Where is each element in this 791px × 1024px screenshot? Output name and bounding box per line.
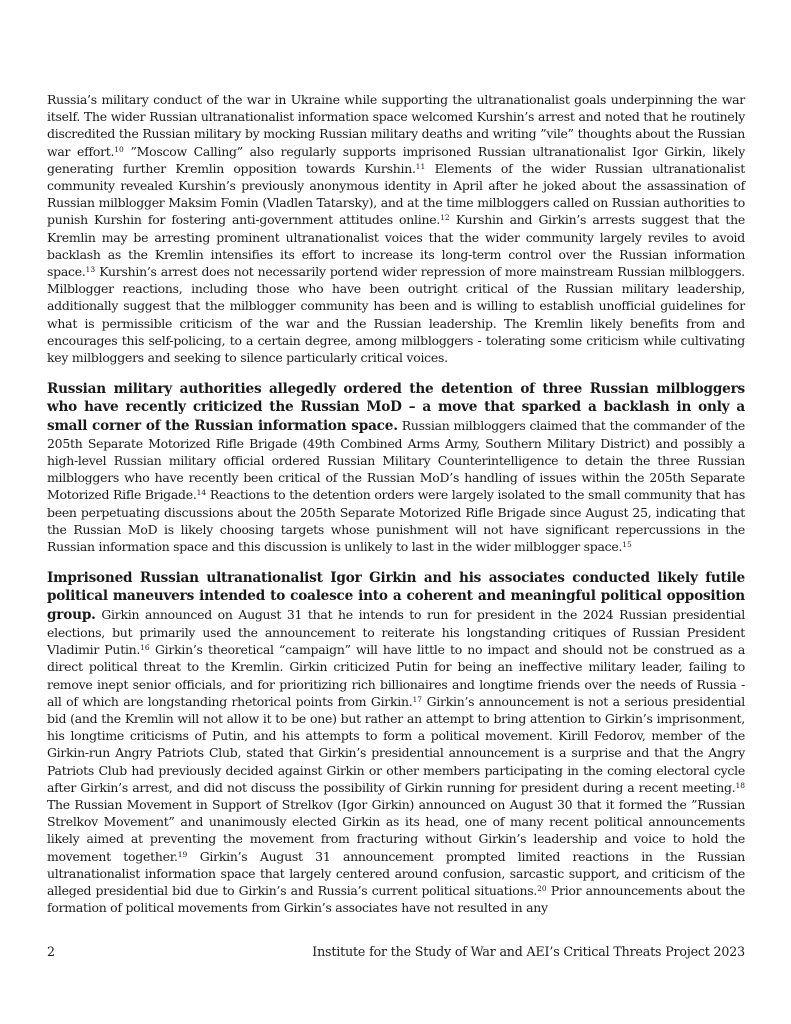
paragraph-text: Russia’s military conduct of the war in Ukraine while supporting the ultranationalist goals underpinning the war itself. The wider Russian ultranationalist information space welcomed Kurshin’s arrest and noted that he routinely discredited the Russian military by mocking Russian military deaths and writing ”vile” thoughts about the Russian war effort. xyxy=(47,92,745,159)
paragraph-text: Russian milbloggers claimed that the commander of the 205th Separate Motorized Rifle Brigade (49th Combined Arms Army, Southern Military District) and possibly a high-level Russian military official ordered Russian Military Counterintelligence to detain the three Russian milbloggers who have recently been critical of the Russian MoD’s handling of issues within the 205th Separate Motorized Rifle Brigade. xyxy=(47,417,745,503)
paragraph-milblogger-detentions xyxy=(47,380,745,555)
footnote-marker: 14 xyxy=(196,488,207,498)
paragraph-text: Girkin’s theoretical “campaign” will have little to no impact and should not be construed as a direct political threat to the Kremlin. Girkin criticized Putin for being an ineffective military leader, failing to remove inept senior officials, and for prioritizing rich billionaires and longtime friends over the needs of Russia - all of which are longstanding rhetorical points from Girkin. xyxy=(47,642,746,709)
paragraph-text: Kurshin’s arrest does not necessarily portend wider repression of more mainstream Russian milbloggers. Milblogger reactions, including those who have been outright critical of the Russian military leadership, additionally suggest that the milblogger community has been and is willing to establish unofficial guidelines for what is permissible criticism of the war and the Russian leadership. The Kremlin likely benefits from and encourages this self-policing, to a certain degree, among milbloggers - tolerating some criticism while cultivating key milbloggers and seeking to silence particularly critical voices. xyxy=(47,264,745,366)
paragraph-text: Prior announcements about the formation of political movements from Girkin’s associates have not resulted in any xyxy=(47,882,745,916)
footnote-marker: 15 xyxy=(622,540,632,550)
footnote-marker: 11 xyxy=(415,161,426,171)
paragraph-text: Girkin’s announcement is not a serious presidential bid (and the Kremlin will not allow it to be one) but rather an attempt to bring attention to Girkin’s imprisonment, his longtime criticisms of Putin, and his attempts to form a political movement. Kirill Fedorov, member of the Girkin-run Angry Patriots Club, stated that Girkin’s presidential announcement is a surprise and that the Angry Patriots Club had previously decided against Girkin or other members participating in the coming electoral cycle after Girkin’s arrest, and did not discuss the possibility of Girkin running for president during a recent meeting. xyxy=(47,693,745,795)
footnote-marker: 18 xyxy=(735,780,745,790)
footnote-marker: 12 xyxy=(440,213,450,223)
paragraph-kurshin-arrest xyxy=(47,91,745,366)
paragraph-text: The Russian Movement in Support of Strelkov (Igor Girkin) announced on August 30 that it formed the ”Russian Strelkov Movement” and unanimously elected Girkin as its head, one of many recent political announcements likely aimed at preventing the movement from fracturing without Girkin’s leadership and voice to hold the movement together. xyxy=(47,796,745,864)
page-footer xyxy=(47,944,745,959)
footnote-marker: 10 xyxy=(114,144,124,154)
paragraph-text: Kurshin and Girkin’s arrests suggest that the Kremlin may be arresting prominent ultranationalist voices that the wider community largely reviles to avoid backlash as the Kremlin intensifies its effort to increase its long-term control over the Russian information space. xyxy=(47,212,745,280)
paragraph-text: Girkin’s August 31 announcement prompted limited reactions in the Russian ultranationalist information space that largely centered around confusion, sarcastic support, and criticism of the alleged presidential bid due to Girkin’s and Russia’s current political situations. xyxy=(47,848,745,898)
page-number: 2 xyxy=(47,944,55,959)
paragraph-text: Reactions to the detention orders were largely isolated to the small community that has been perpetuating discussions about the 205th Separate Motorized Rifle Brigade since August 25, indicating that the Russian MoD is likely choosing targets whose punishment will not have significant repercussions in the Russian information space and this discussion is unlikely to last in the wider milblogger space. xyxy=(47,487,745,555)
footnote-marker: 20 xyxy=(537,883,547,893)
footnote-marker: 16 xyxy=(140,643,150,653)
paragraph-lead-in: Imprisoned Russian ultranationalist Igor Girkin and his associates conducted likely futile political maneuvers intended to coalesce into a coherent and meaningful political opposition group. xyxy=(47,570,745,623)
body-text xyxy=(47,91,745,930)
paragraph-text: Girkin announced on August 31 that he intends to run for president in the 2024 Russian presidential elections, but primarily used the announcement to reiterate his longstanding critiques of Russian President Vladimir Putin. xyxy=(47,606,745,658)
footnote-marker: 13 xyxy=(85,265,96,275)
footer-credit: Institute for the Study of War and AEI’s Critical Threats Project 2023 xyxy=(312,944,745,959)
footnote-marker: 19 xyxy=(177,849,188,859)
paragraph-lead-in: Russian military authorities allegedly ordered the detention of three Russian milbloggers who have recently criticized the Russian MoD – a move that sparked a backlash in only a small corner of the Russian information space. xyxy=(47,381,745,434)
paragraph-text: Elements of the wider Russian ultranationalist community revealed Kurshin’s previously anonymous identity in April after he joked about the assassination of Russian milblogger Maksim Fomin (Vladlen Tatarsky), and at the time milbloggers called on Russian authorities to punish Kurshin for fostering anti-government attitudes online. xyxy=(47,160,745,228)
footnote-marker: 17 xyxy=(412,694,423,704)
paragraph-text: ”Moscow Calling” also regularly supports imprisoned Russian ultranationalist Igor Girkin, likely generating further Kremlin opposition towards Kurshin. xyxy=(47,143,745,176)
paragraph-girkin-campaign xyxy=(47,569,745,916)
